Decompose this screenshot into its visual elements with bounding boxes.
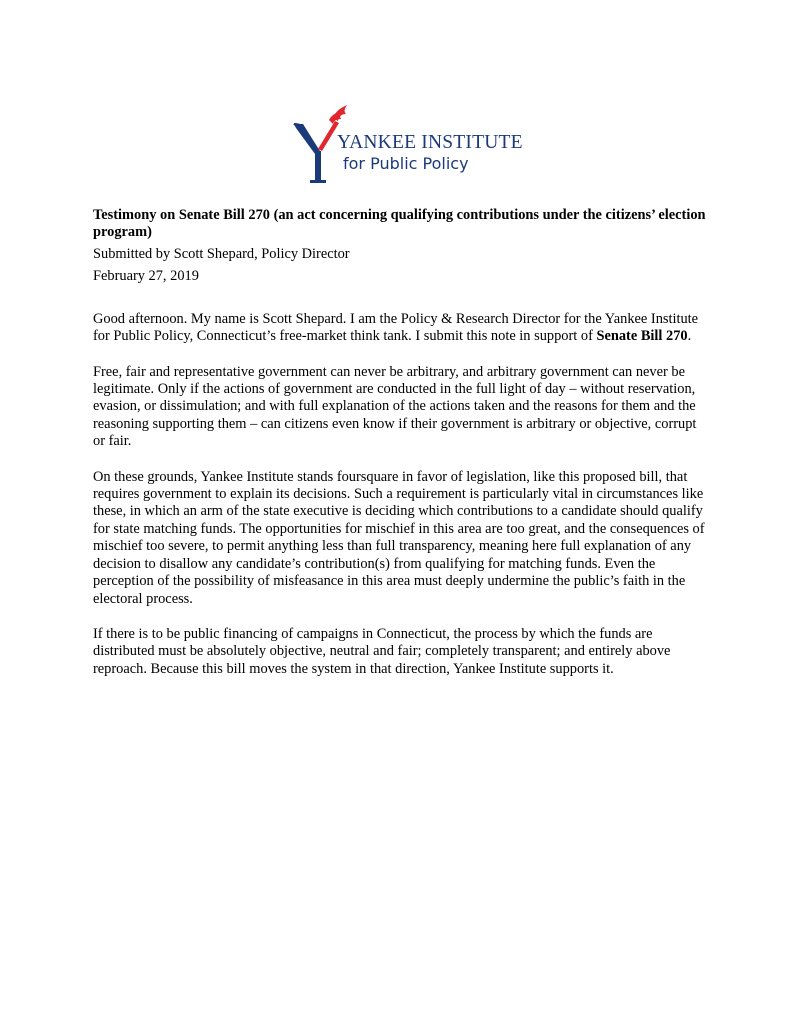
bill-name-bold: Senate Bill 270 (596, 328, 688, 345)
logo-title: YANKEE INSTITUTE (337, 132, 523, 153)
paragraph-principle: Free, fair and representative government can never be arbitrary, and arbitrary government can never be legitimate. Only if the actions of government are conducted in the full light of day – without reservation, evasion, or dissimulation; and with full explanation of the actions taken and the reasons for them and the reasoning supporting them – can citizens even know if their government is arbitrary or objective, corrupt or fair. (93, 363, 697, 450)
paragraph-intro-text: Good afternoon. My name is Scott Shepard. I am the Policy & Research Director for the Yankee Institute for Public Policy, Connecticut’s free-market think tank. I submit this note in support of (93, 310, 699, 345)
testimony-body (93, 207, 709, 678)
paragraph-intro-end: . (687, 328, 692, 345)
paragraph-conclusion: If there is to be public financing of campaigns in Connecticut, the process by which the funds are distributed must be absolutely objective, neutral and fair; completely transparent; and entirely above reproach. Because this bill moves the system in that direction, Yankee Institute supports it. (93, 625, 671, 677)
document-heading: Testimony on Senate Bill 270 (an act concerning qualifying contributions under the citizens’ election program) (93, 207, 706, 241)
paragraph-intro (93, 311, 709, 346)
paragraph-grounds: On these grounds, Yankee Institute stands foursquare in favor of legislation, like this proposed bill, that requires government to explain its decisions. Such a requirement is particularly vital in circumstances like these, in which an arm of the state executive is deciding which contributions to a candidate should qualify for state matching funds. The opportunities for mischief in this area are too great, and the consequences of mischief too severe, to permit anything less than full transparency, meaning here full explanation of any decision to disallow any candidate’s contribution(s) from qualifying for matching funds. Even the perception of the possibility of misfeasance in this area must deeply undermine the public’s faith in the electoral process. (93, 468, 705, 607)
logo-subtitle: for Public Policy (343, 154, 469, 173)
document-date: February 27, 2019 (93, 267, 199, 284)
yankee-institute-logo (289, 104, 523, 184)
submitted-by: Submitted by Scott Shepard, Policy Director (93, 245, 350, 262)
